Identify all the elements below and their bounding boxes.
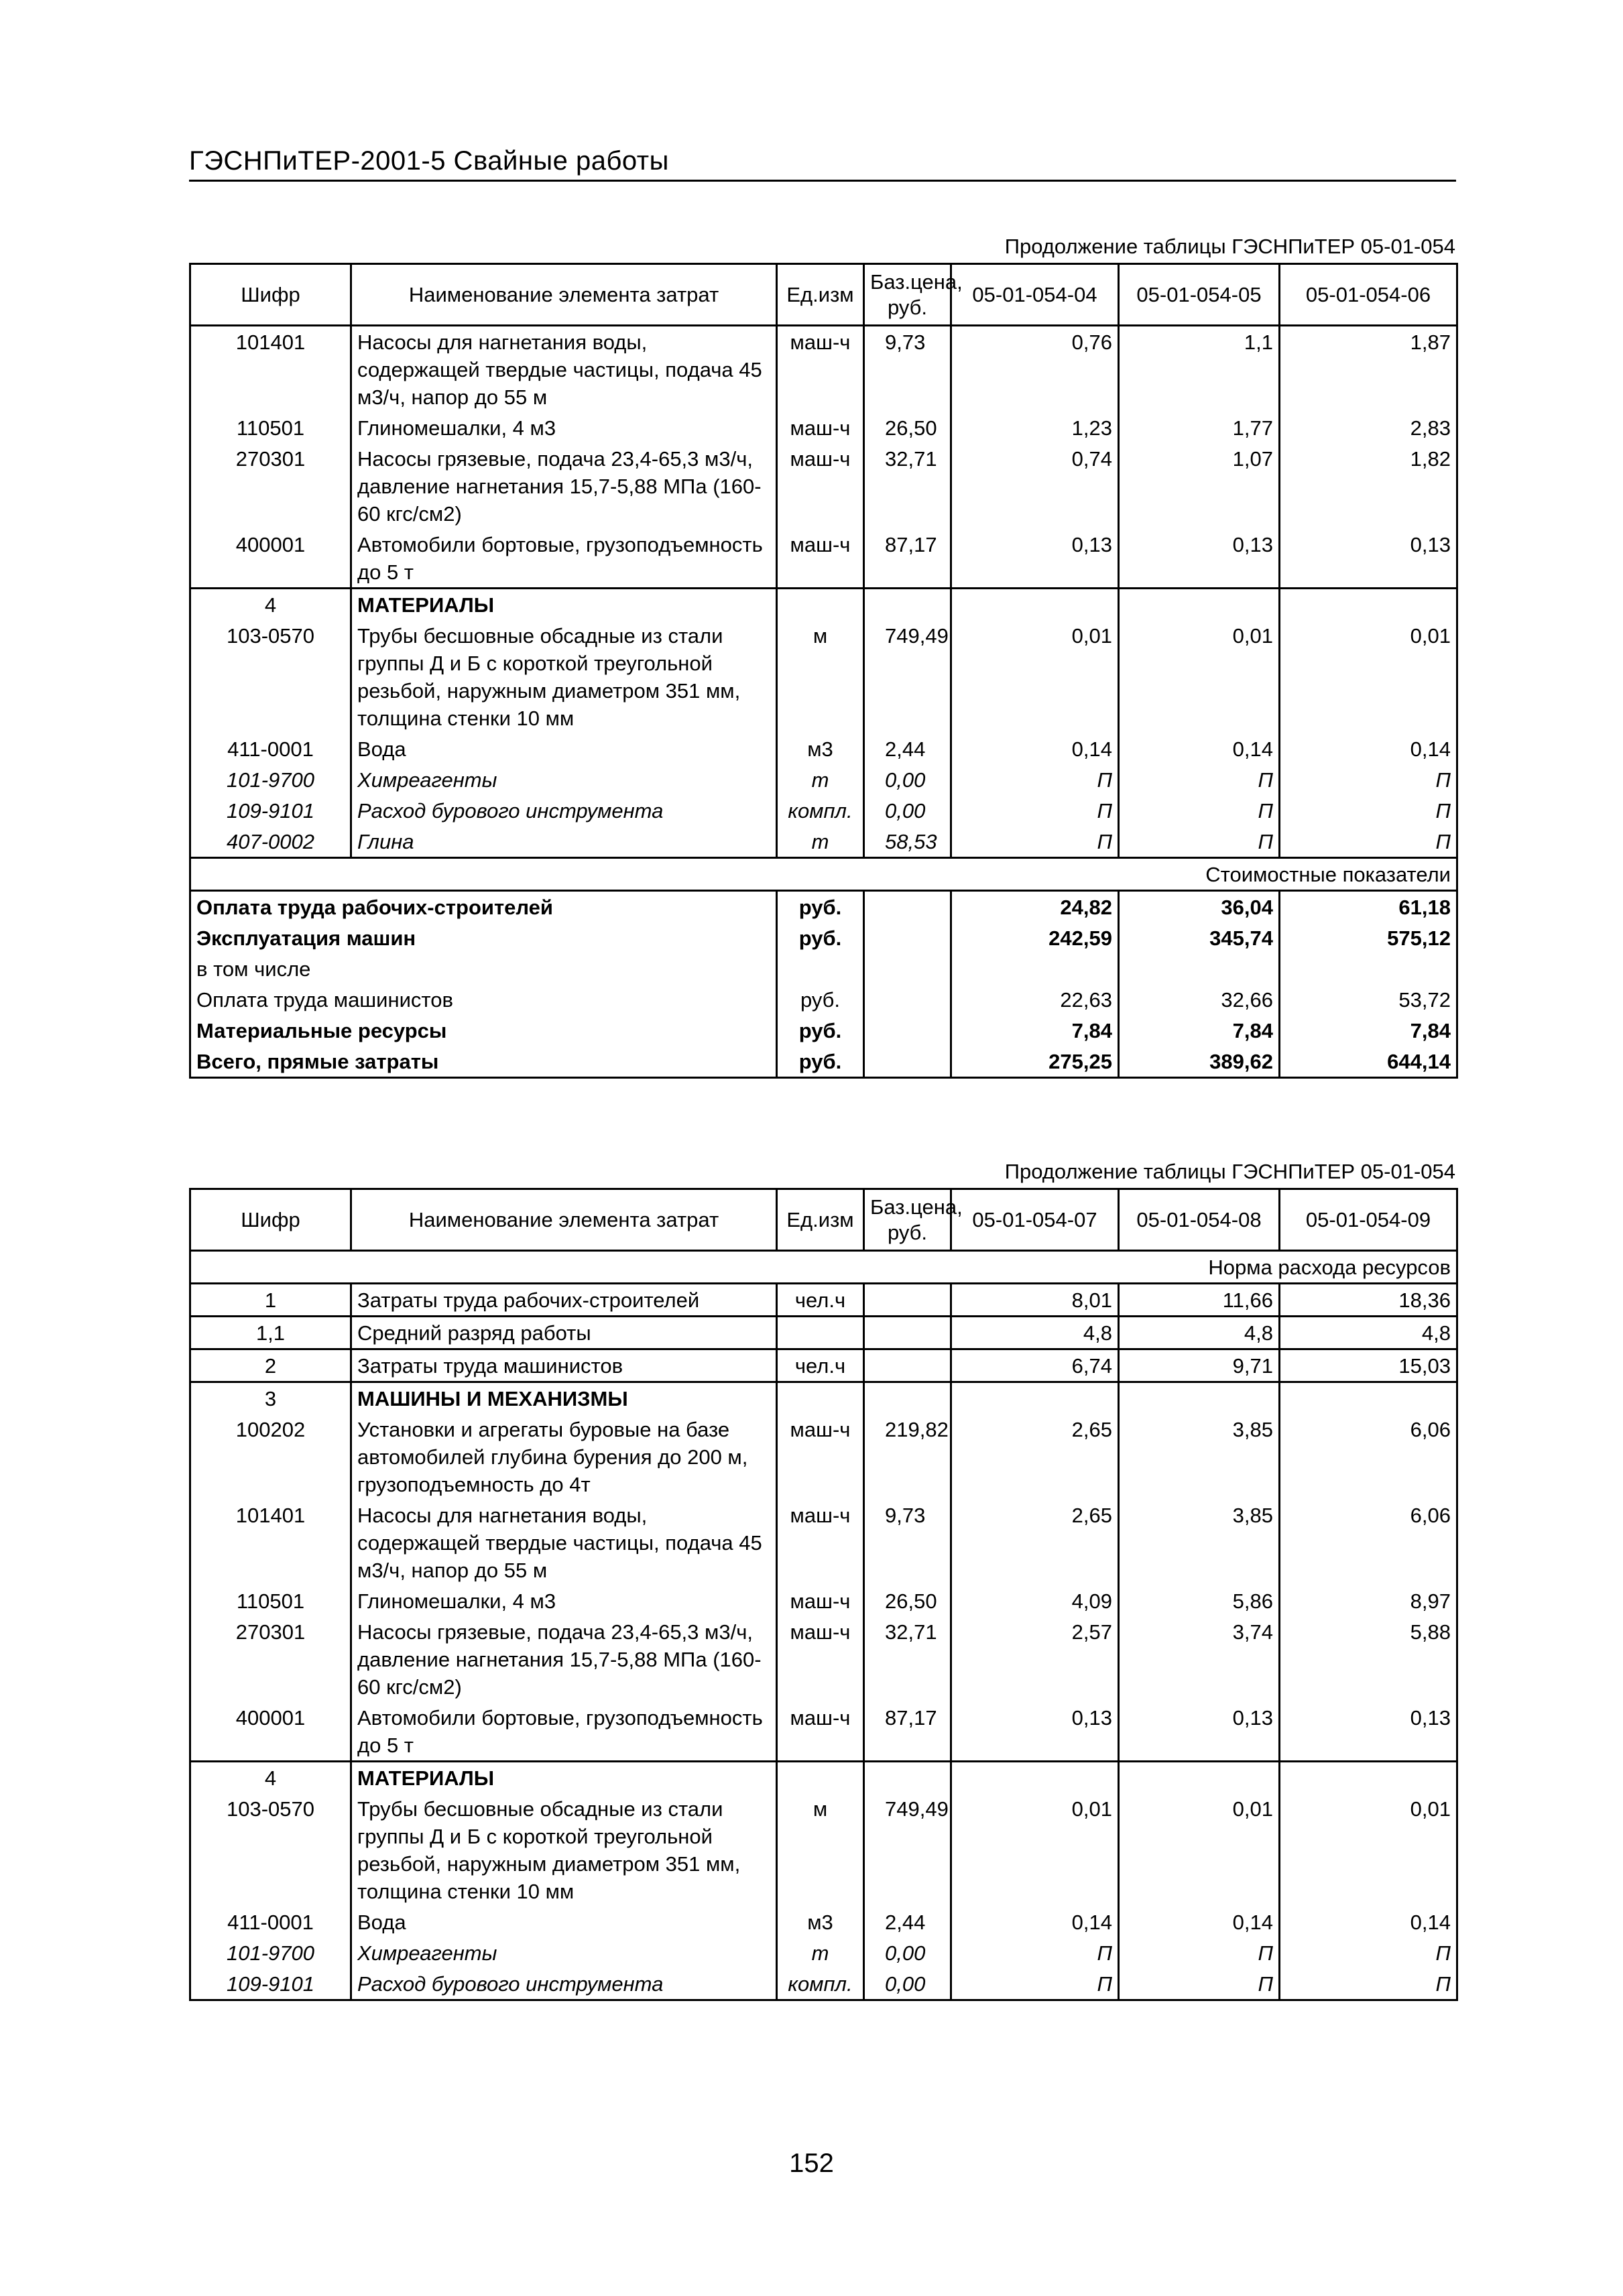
cell-code: 1 — [190, 1284, 351, 1317]
cell-value: П — [951, 764, 1119, 795]
cell-value: 1,1 — [1119, 326, 1280, 413]
cell-value: П — [1435, 830, 1451, 853]
table-row — [190, 1585, 1457, 1616]
cell-unit: маш-ч — [777, 1616, 864, 1702]
summary-value: 32,66 — [1119, 984, 1280, 1015]
cell-name: Затраты труда рабочих-строителей — [351, 1284, 777, 1317]
cell-code: 270301 — [190, 1616, 351, 1702]
summary-value: 61,18 — [1398, 896, 1451, 919]
cell-price: 32,71 — [864, 1616, 951, 1702]
cell-code: 1,1 — [190, 1317, 351, 1349]
cell-code: 110501 — [190, 1585, 351, 1616]
cell-price: 58,53 — [864, 826, 951, 858]
cell-price — [864, 1349, 951, 1382]
cell-name: Глиномешалки, 4 м3 — [351, 1585, 777, 1616]
section-row — [190, 589, 1457, 621]
cell-unit: маш-ч — [777, 1500, 864, 1585]
cell-value: 0,13 — [1119, 529, 1280, 589]
cell-code: 407-0002 — [190, 826, 351, 858]
table-row — [190, 733, 1457, 764]
cell-code: 109-9101 — [190, 1968, 351, 2000]
summary-price — [864, 1046, 951, 1078]
cell-unit: маш-ч — [777, 412, 864, 443]
cell-name: Затраты труда машинистов — [351, 1349, 777, 1382]
summary-value: 7,84 — [1119, 1015, 1280, 1046]
table-row — [190, 1349, 1457, 1382]
cell-unit: т — [777, 1937, 864, 1968]
cell-price: 0,00 — [864, 1937, 951, 1968]
cell-code: 101401 — [190, 1500, 351, 1585]
section-row — [190, 1762, 1457, 1794]
cell-unit: м3 — [777, 733, 864, 764]
cell-code: 101-9700 — [190, 764, 351, 795]
col-header-code-2: 05-01-054-05 — [1119, 264, 1280, 326]
summary-value — [1119, 953, 1280, 984]
cell-code: 4 — [190, 1762, 351, 1794]
cell-name: Вода — [351, 1907, 777, 1937]
summary-price — [864, 922, 951, 953]
cell-unit: маш-ч — [777, 1414, 864, 1500]
col-header-name: Наименование элемента затрат — [351, 264, 777, 326]
col-header-price-line2: руб. — [887, 1221, 928, 1244]
table-row — [190, 620, 1457, 733]
cell-price — [864, 1762, 951, 1794]
cell-price: 26,50 — [864, 1585, 951, 1616]
cell-value: П — [1435, 1941, 1451, 1965]
cell-price: 87,17 — [864, 1702, 951, 1762]
cell-price — [864, 1317, 951, 1349]
cell-value: 5,88 — [1410, 1620, 1451, 1644]
cell-value: 5,86 — [1119, 1585, 1280, 1616]
cell-value: 0,14 — [1410, 737, 1451, 761]
cell-value: П — [951, 1937, 1119, 1968]
table-row — [190, 1616, 1457, 1702]
cell-code: 100202 — [190, 1414, 351, 1500]
cell-name: Расход бурового инструмента — [351, 795, 777, 826]
table-row — [190, 529, 1457, 589]
cell-unit: маш-ч — [777, 529, 864, 589]
cell-value — [1119, 589, 1280, 621]
cell-code: 109-9101 — [190, 795, 351, 826]
cell-name: Расход бурового инструмента — [351, 1968, 777, 2000]
summary-unit: руб. — [777, 984, 864, 1015]
cell-value: 9,71 — [1119, 1349, 1280, 1382]
summary-row — [190, 953, 1457, 984]
page-header-title: ГЭСНПиТЕР-2001-5 Свайные работы — [189, 146, 669, 176]
cell-value: П — [1119, 1937, 1280, 1968]
table-row — [190, 826, 1457, 858]
cell-unit — [777, 589, 864, 621]
cell-value: П — [1119, 764, 1280, 795]
cell-name: Установки и агрегаты буровые на базе автомобилей глубина бурения до 200 м, грузоподъемность до 4т — [351, 1414, 777, 1500]
cell-value: П — [951, 795, 1119, 826]
cell-code: 411-0001 — [190, 1907, 351, 1937]
table-row — [190, 443, 1457, 529]
cell-value: 0,13 — [1410, 533, 1451, 556]
summary-price — [864, 953, 951, 984]
cell-value: П — [1119, 826, 1280, 858]
section-title: МАТЕРИАЛЫ — [351, 589, 777, 621]
table-row — [190, 1500, 1457, 1585]
cell-price: 2,44 — [864, 1907, 951, 1937]
table2 — [189, 1188, 1458, 2001]
summary-value — [1280, 953, 1457, 984]
summary-label: в том числе — [190, 953, 777, 984]
table-row — [190, 764, 1457, 795]
cell-value: 0,13 — [1410, 1706, 1451, 1730]
cost-indicators-band: Стоимостные показатели — [190, 858, 1457, 891]
cell-code: 270301 — [190, 443, 351, 529]
cell-name: Трубы бесшовные обсадные из стали группы Д и Б с короткой треугольной резьбой, наружным диаметром 351 мм, толщина стенки 10 мм — [351, 620, 777, 733]
cell-value: П — [1435, 1972, 1451, 1996]
cell-name: Автомобили бортовые, грузоподъемность до 5 т — [351, 1702, 777, 1762]
cell-code: 101-9700 — [190, 1937, 351, 1968]
cell-unit: м — [777, 1793, 864, 1907]
cell-value: П — [1435, 768, 1451, 792]
summary-value: 24,82 — [951, 891, 1119, 923]
cell-name: Химреагенты — [351, 1937, 777, 1968]
cell-value: П — [1435, 799, 1451, 823]
cell-value — [1280, 589, 1457, 621]
cell-name: Насосы грязевые, подача 23,4-65,3 м3/ч, давление нагнетания 15,7-5,88 МПа (160-60 кгс/см2) — [351, 443, 777, 529]
table-row — [190, 1793, 1457, 1907]
table-row — [190, 412, 1457, 443]
summary-value: 53,72 — [1398, 988, 1451, 1012]
cell-unit: маш-ч — [777, 1702, 864, 1762]
summary-label: Всего, прямые затраты — [190, 1046, 777, 1078]
col-header-unit: Ед.изм — [777, 264, 864, 326]
cell-value — [1119, 1382, 1280, 1414]
cell-value — [951, 1762, 1119, 1794]
section-title: МАШИНЫ И МЕХАНИЗМЫ — [351, 1382, 777, 1414]
col-header-code: Шифр — [190, 1189, 351, 1251]
cell-price: 87,17 — [864, 529, 951, 589]
cell-unit: чел.ч — [777, 1284, 864, 1317]
cell-unit: компл. — [777, 1968, 864, 2000]
cell-value: П — [951, 826, 1119, 858]
cell-value: 8,01 — [951, 1284, 1119, 1317]
col-header-code: Шифр — [190, 264, 351, 326]
cell-value: 0,01 — [1119, 1793, 1280, 1907]
cell-code: 103-0570 — [190, 1793, 351, 1907]
cell-price: 0,00 — [864, 795, 951, 826]
cell-unit — [777, 1762, 864, 1794]
cell-value: 0,14 — [951, 1907, 1119, 1937]
cell-value: 6,06 — [1410, 1418, 1451, 1441]
col-header-code-2: 05-01-054-08 — [1119, 1189, 1280, 1251]
cell-value — [951, 589, 1119, 621]
summary-value: 389,62 — [1119, 1046, 1280, 1078]
cell-value — [1119, 1762, 1280, 1794]
cell-value: 6,74 — [951, 1349, 1119, 1382]
cell-value: 4,8 — [1119, 1317, 1280, 1349]
cell-price — [864, 1382, 951, 1414]
cell-name: Насосы для нагнетания воды, содержащей твердые частицы, подача 45 м3/ч, напор до 55 м — [351, 326, 777, 413]
table-row — [190, 1284, 1457, 1317]
header-rule — [189, 180, 1456, 182]
table-row — [190, 1414, 1457, 1500]
col-header-name: Наименование элемента затрат — [351, 1189, 777, 1251]
cell-value: 1,82 — [1410, 447, 1451, 471]
cell-name: Вода — [351, 733, 777, 764]
cell-value: 8,97 — [1410, 1589, 1451, 1613]
col-header-code-3: 05-01-054-09 — [1280, 1189, 1457, 1251]
cell-value: 0,14 — [1410, 1911, 1451, 1934]
cell-code: 3 — [190, 1382, 351, 1414]
cell-value: 0,01 — [1119, 620, 1280, 733]
section-row — [190, 1382, 1457, 1414]
cell-value: 0,14 — [1119, 1907, 1280, 1937]
cell-value: 0,74 — [951, 443, 1119, 529]
cell-price: 9,73 — [864, 326, 951, 413]
table-row — [190, 1937, 1457, 1968]
cell-value: 0,13 — [1119, 1702, 1280, 1762]
cell-code: 110501 — [190, 412, 351, 443]
cell-value: 4,8 — [951, 1317, 1119, 1349]
cell-price: 2,44 — [864, 733, 951, 764]
cell-unit: маш-ч — [777, 1585, 864, 1616]
cell-unit — [777, 1317, 864, 1349]
cell-value: 0,13 — [951, 529, 1119, 589]
summary-label: Материальные ресурсы — [190, 1015, 777, 1046]
cell-unit: компл. — [777, 795, 864, 826]
table-row — [190, 1702, 1457, 1762]
summary-value: 36,04 — [1119, 891, 1280, 923]
cell-unit: т — [777, 764, 864, 795]
cell-value: 2,57 — [951, 1616, 1119, 1702]
cell-value: П — [951, 1968, 1119, 2000]
col-header-price-line1: Баз.цена, — [870, 270, 963, 294]
cell-value: 1,07 — [1119, 443, 1280, 529]
cell-value: 15,03 — [1280, 1349, 1457, 1382]
summary-value: 345,74 — [1119, 922, 1280, 953]
cell-code: 4 — [190, 589, 351, 621]
cell-name: Насосы грязевые, подача 23,4-65,3 м3/ч, давление нагнетания 15,7-5,88 МПа (160-60 кгс/см2) — [351, 1616, 777, 1702]
cell-value — [1280, 1382, 1457, 1414]
cell-value: 4,09 — [951, 1585, 1119, 1616]
cell-unit: маш-ч — [777, 443, 864, 529]
summary-value: 575,12 — [1387, 926, 1451, 950]
summary-price — [864, 891, 951, 923]
cell-name: Средний разряд работы — [351, 1317, 777, 1349]
cell-value: 3,85 — [1119, 1414, 1280, 1500]
cell-value: 11,66 — [1119, 1284, 1280, 1317]
cell-value: 0,01 — [951, 1793, 1119, 1907]
summary-row — [190, 984, 1457, 1015]
table-row — [190, 1907, 1457, 1937]
cell-value: 1,23 — [951, 412, 1119, 443]
summary-row — [190, 1046, 1457, 1078]
summary-unit: руб. — [777, 891, 864, 923]
cell-code: 101401 — [190, 326, 351, 413]
col-header-price — [864, 1189, 963, 1251]
table1-continuation-caption: Продолжение таблицы ГЭСНПиТЕР 05-01-054 — [1004, 235, 1455, 258]
summary-value — [951, 953, 1119, 984]
cell-price: 749,49 — [864, 620, 951, 733]
col-header-code-1: 05-01-054-04 — [951, 264, 1119, 326]
cell-value: 18,36 — [1398, 1288, 1451, 1312]
cell-code: 103-0570 — [190, 620, 351, 733]
cell-unit: м — [777, 620, 864, 733]
cell-value: 2,65 — [951, 1414, 1119, 1500]
col-header-code-1: 05-01-054-07 — [951, 1189, 1119, 1251]
cell-price: 0,00 — [864, 764, 951, 795]
table1 — [189, 263, 1458, 1079]
summary-label: Эксплуатация машин — [190, 922, 777, 953]
summary-unit: руб. — [777, 1046, 864, 1078]
cell-unit: т — [777, 826, 864, 858]
cell-code: 2 — [190, 1349, 351, 1382]
cell-value: 0,01 — [1410, 1797, 1451, 1821]
cell-price: 32,71 — [864, 443, 951, 529]
cell-unit: м3 — [777, 1907, 864, 1937]
summary-value: 7,84 — [1410, 1019, 1451, 1042]
summary-label: Оплата труда машинистов — [190, 984, 777, 1015]
cell-name: Насосы для нагнетания воды, содержащей твердые частицы, подача 45 м3/ч, напор до 55 м — [351, 1500, 777, 1585]
cell-value: 0,01 — [951, 620, 1119, 733]
band-row — [190, 1251, 1457, 1284]
cell-value: 0,13 — [951, 1702, 1119, 1762]
summary-label: Оплата труда рабочих-строителей — [190, 891, 777, 923]
cell-value: 0,14 — [1119, 733, 1280, 764]
summary-value: 242,59 — [951, 922, 1119, 953]
cell-value: 2,65 — [951, 1500, 1119, 1585]
summary-value: 275,25 — [951, 1046, 1119, 1078]
cell-value: 1,77 — [1119, 412, 1280, 443]
table-row — [190, 1317, 1457, 1349]
cell-value: 3,74 — [1119, 1616, 1280, 1702]
page-number: 152 — [789, 2149, 834, 2178]
cell-price: 0,00 — [864, 1968, 951, 2000]
col-header-price-line2: руб. — [887, 296, 928, 319]
cell-price: 749,49 — [864, 1793, 951, 1907]
cell-unit — [777, 1382, 864, 1414]
cell-price — [864, 589, 951, 621]
summary-row — [190, 922, 1457, 953]
cell-value: 4,8 — [1280, 1317, 1457, 1349]
table2-continuation-caption: Продолжение таблицы ГЭСНПиТЕР 05-01-054 — [1004, 1160, 1455, 1183]
cell-name: Глиномешалки, 4 м3 — [351, 412, 777, 443]
cell-value: П — [1119, 1968, 1280, 2000]
cell-unit: маш-ч — [777, 326, 864, 413]
col-header-price — [864, 264, 963, 326]
cell-value: 0,01 — [1410, 624, 1451, 648]
cell-name: Глина — [351, 826, 777, 858]
col-header-unit: Ед.изм — [777, 1189, 864, 1251]
table-row — [190, 1968, 1457, 2000]
summary-price — [864, 984, 951, 1015]
cell-price: 26,50 — [864, 412, 951, 443]
section-title: МАТЕРИАЛЫ — [351, 1762, 777, 1794]
summary-value: 7,84 — [951, 1015, 1119, 1046]
cell-code: 400001 — [190, 1702, 351, 1762]
cell-name: Автомобили бортовые, грузоподъемность до 5 т — [351, 529, 777, 589]
table-row — [190, 795, 1457, 826]
cell-value: 2,83 — [1410, 416, 1451, 440]
cell-code: 400001 — [190, 529, 351, 589]
cell-price: 9,73 — [864, 1500, 951, 1585]
summary-row — [190, 1015, 1457, 1046]
cell-name: Трубы бесшовные обсадные из стали группы Д и Б с короткой треугольной резьбой, наружным диаметром 351 мм, толщина стенки 10 мм — [351, 1793, 777, 1907]
table-row — [190, 326, 1457, 413]
band-row — [190, 858, 1457, 891]
cell-value: 3,85 — [1119, 1500, 1280, 1585]
summary-unit: руб. — [777, 1015, 864, 1046]
summary-unit: руб. — [777, 922, 864, 953]
cell-value: П — [1119, 795, 1280, 826]
cell-price — [864, 1284, 951, 1317]
resource-norm-band: Норма расхода ресурсов — [190, 1251, 1457, 1284]
cell-value — [1280, 1762, 1457, 1794]
summary-value: 22,63 — [951, 984, 1119, 1015]
summary-price — [864, 1015, 951, 1046]
cell-value: 0,76 — [951, 326, 1119, 413]
cell-name: Химреагенты — [351, 764, 777, 795]
cell-value — [951, 1382, 1119, 1414]
summary-value: 644,14 — [1387, 1050, 1451, 1073]
cell-value: 6,06 — [1410, 1504, 1451, 1527]
col-header-code-3: 05-01-054-06 — [1280, 264, 1457, 326]
cell-price: 219,82 — [864, 1414, 951, 1500]
cell-unit: чел.ч — [777, 1349, 864, 1382]
summary-unit — [777, 953, 864, 984]
cell-value: 0,14 — [951, 733, 1119, 764]
col-header-price-line1: Баз.цена, — [870, 1195, 963, 1219]
cell-code: 411-0001 — [190, 733, 351, 764]
summary-row — [190, 891, 1457, 923]
cell-value: 1,87 — [1410, 330, 1451, 354]
